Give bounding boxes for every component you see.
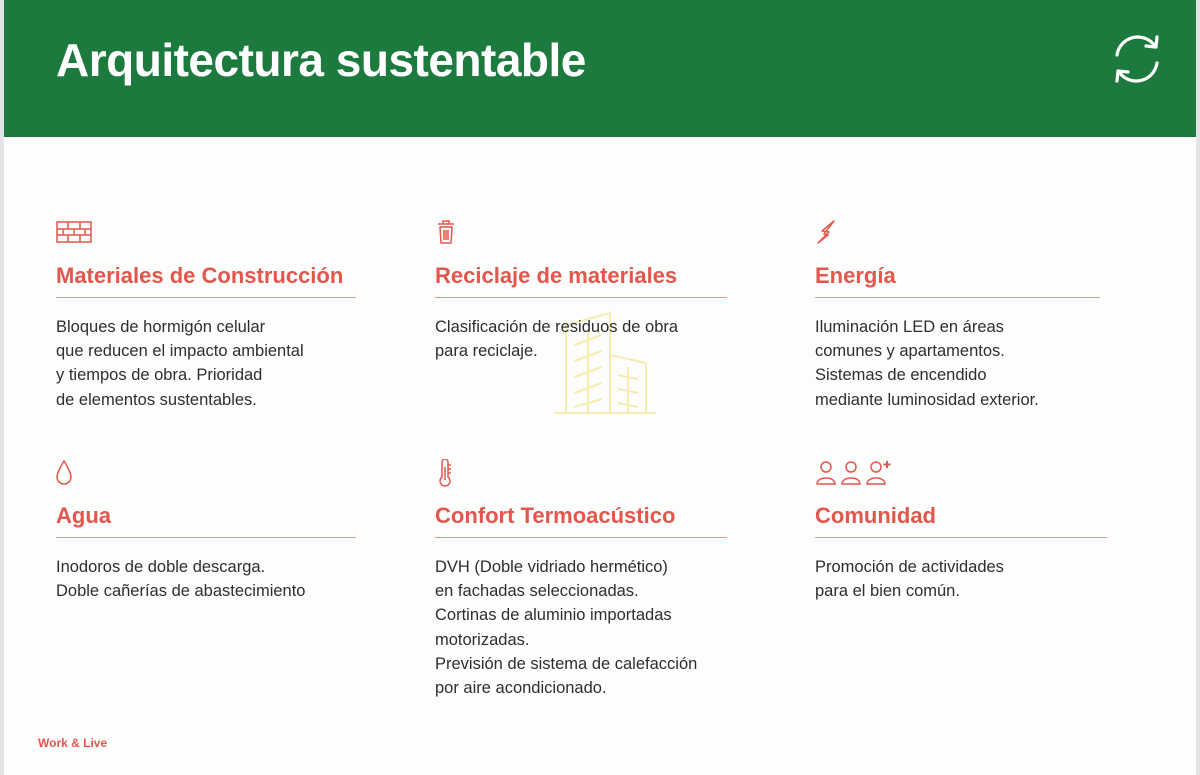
section-body <box>56 555 376 603</box>
slide-page <box>4 0 1196 775</box>
brick-wall-icon <box>56 219 136 249</box>
section-title: Energía <box>815 263 896 288</box>
body-line: comunes y apartamentos. <box>815 342 1005 361</box>
section-title: Reciclaje de materiales <box>435 263 678 288</box>
section-body <box>815 315 1135 412</box>
body-line: mediante luminosidad exterior. <box>815 390 1039 409</box>
body-line: Doble cañerías de abastecimiento <box>56 582 306 601</box>
trash-bin-icon <box>435 219 515 249</box>
body-line: DVH (Doble vidriado hermético) <box>435 558 668 576</box>
body-line: de elementos sustentables. <box>56 390 257 409</box>
section-divider <box>435 537 727 538</box>
section-body <box>435 315 755 363</box>
body-line: Promoción de actividades <box>815 558 1004 576</box>
section-title: Materiales de Construcción <box>56 263 344 288</box>
section-body <box>56 315 376 412</box>
section-body <box>435 555 755 700</box>
lightning-bolt-icon <box>815 219 895 249</box>
body-line: que reducen el impacto ambiental <box>56 342 304 361</box>
body-line: para el bien común. <box>815 582 960 601</box>
body-line: motorizadas. <box>435 630 530 649</box>
body-line: en fachadas seleccionadas. <box>435 582 639 601</box>
page-title: Arquitectura sustentable <box>56 34 586 86</box>
header-bar <box>4 0 1196 137</box>
body-line: Cortinas de aluminio importadas <box>435 606 672 625</box>
section-title: Confort Termoacústico <box>435 503 676 528</box>
body-line: y tiempos de obra. Prioridad <box>56 366 263 385</box>
section-divider <box>56 297 356 298</box>
section-divider <box>815 297 1100 298</box>
body-line: por aire acondicionado. <box>435 679 607 698</box>
section-title: Comunidad <box>815 503 936 528</box>
water-drop-icon <box>56 459 136 489</box>
body-line: Clasificación de residuos de obra <box>435 318 679 336</box>
users-group-icon <box>815 459 895 489</box>
body-line: Bloques de hormigón celular <box>56 318 266 336</box>
body-line: Inodoros de doble descarga. <box>56 558 266 576</box>
refresh-icon[interactable] <box>1108 30 1166 88</box>
section-divider <box>435 297 727 298</box>
body-line: Sistemas de encendido <box>815 366 987 385</box>
body-line: Previsión de sistema de calefacción <box>435 654 698 673</box>
section-body <box>815 555 1135 603</box>
body-line: para reciclaje. <box>435 342 538 361</box>
section-title: Agua <box>56 503 111 528</box>
body-line: Iluminación LED en áreas <box>815 318 1004 336</box>
brand-logo: Work & Live <box>38 736 108 750</box>
section-divider <box>56 537 356 538</box>
section-divider <box>815 537 1107 538</box>
thermometer-icon <box>435 459 515 489</box>
